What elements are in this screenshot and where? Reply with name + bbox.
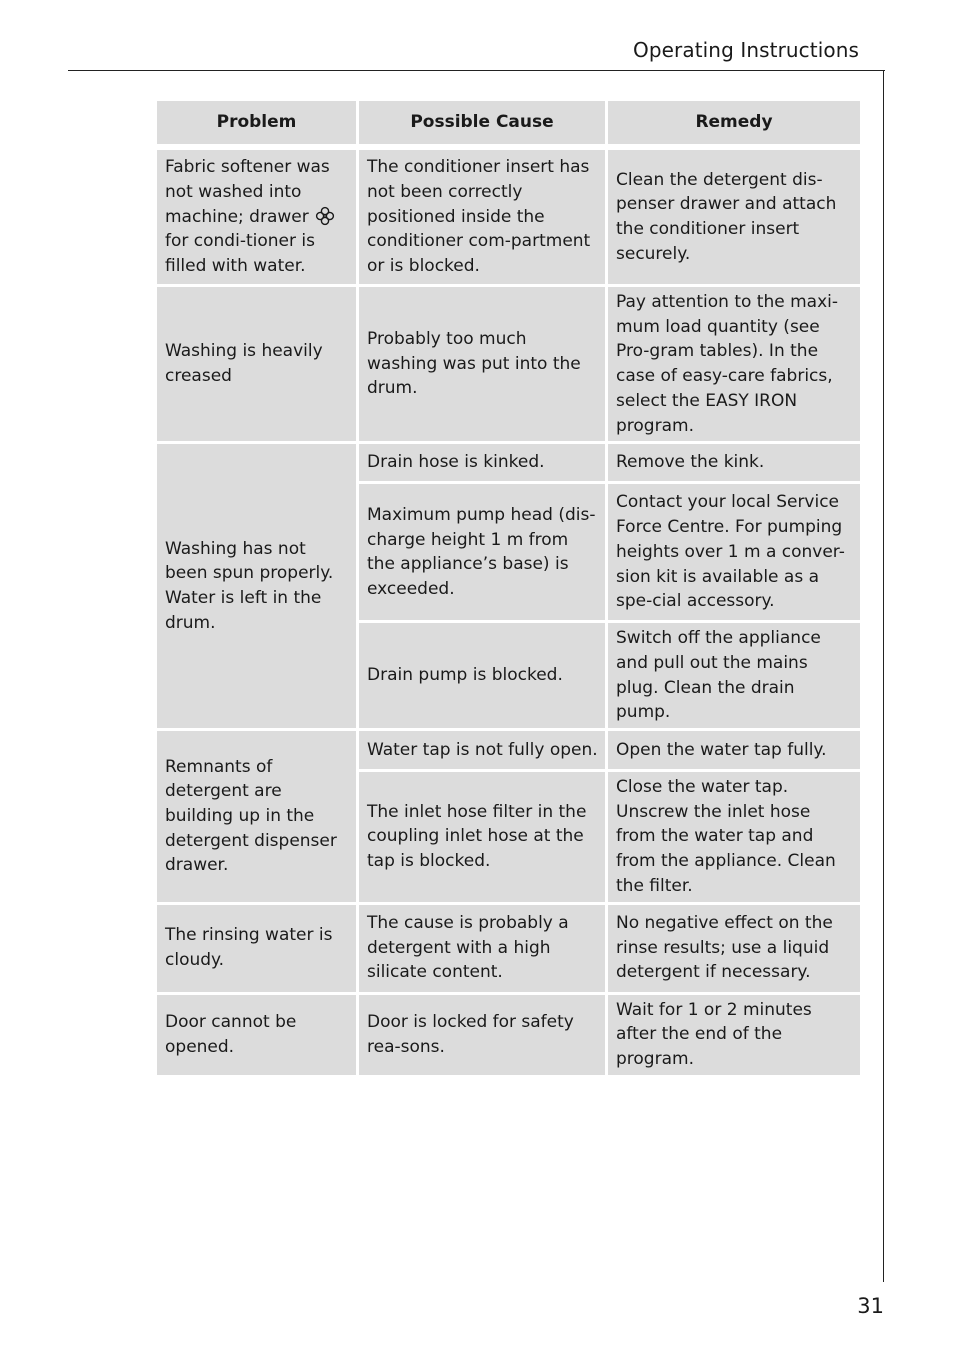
cause-cell: Drain pump is blocked. — [359, 623, 608, 731]
problem-cell: Remnants of detergent are building up in the detergent dispenser drawer. — [157, 731, 359, 905]
column-header-remedy: Remedy — [608, 101, 860, 150]
table-row — [157, 995, 860, 1078]
table-header-row — [157, 101, 860, 150]
remedy-cell: Wait for 1 or 2 minutes after the end of the program. — [608, 995, 860, 1078]
problem-cell: Washing is heavily creased — [157, 287, 359, 444]
side-rule — [883, 70, 884, 1282]
cause-cell: Maximum pump head (dis-charge height 1 m from the appliance’s base) is exceeded. — [359, 484, 608, 623]
header-rule — [68, 70, 885, 71]
cause-cell: Water tap is not fully open. — [359, 731, 608, 772]
problem-cell — [157, 150, 359, 287]
problem-cell: Door cannot be opened. — [157, 995, 359, 1078]
remedy-cell: Clean the detergent dis-penser drawer and attach the conditioner insert securely. — [608, 150, 860, 287]
remedy-cell: Contact your local Service Force Centre. For pumping heights over 1 m a conver-sion kit is available as a spe-cial accessory. — [608, 484, 860, 623]
table-row — [157, 905, 860, 995]
remedy-cell: Switch off the appliance and pull out the mains plug. Clean the drain pump. — [608, 623, 860, 731]
cause-cell: The cause is probably a detergent with a high silicate content. — [359, 905, 608, 995]
remedy-cell: Open the water tap fully. — [608, 731, 860, 772]
column-header-possible-cause: Possible Cause — [359, 101, 608, 150]
column-header-problem: Problem — [157, 101, 359, 150]
cause-cell: Probably too much washing was put into the drum. — [359, 287, 608, 444]
problem-text: Fabric softener was not washed into machine; drawer — [165, 157, 330, 227]
page-number: 31 — [857, 1294, 884, 1318]
troubleshooting-table — [157, 101, 860, 1078]
remedy-cell: Pay attention to the maxi-mum load quantity (see Pro-gram tables). In the case of easy-care fabrics, select the EASY IRON program. — [608, 287, 860, 444]
cause-cell: Drain hose is kinked. — [359, 444, 608, 484]
table-row — [157, 731, 860, 772]
cause-cell: Door is locked for safety rea-sons. — [359, 995, 608, 1078]
page-header-title: Operating Instructions — [632, 38, 859, 62]
remedy-cell: Remove the kink. — [608, 444, 860, 484]
remedy-cell: No negative effect on the rinse results; use a liquid detergent if necessary. — [608, 905, 860, 995]
problem-cell: Washing has not been spun properly. Water is left in the drum. — [157, 444, 359, 731]
problem-cell: The rinsing water is cloudy. — [157, 905, 359, 995]
table-row — [157, 444, 860, 484]
flower-symbol-icon — [315, 206, 335, 226]
remedy-cell: Close the water tap. Unscrew the inlet hose from the water tap and from the appliance. Clean the filter. — [608, 772, 860, 905]
cause-cell: The conditioner insert has not been correctly positioned inside the conditioner com-partment or is blocked. — [359, 150, 608, 287]
problem-text-continued: for condi-tioner is filled with water. — [165, 231, 315, 277]
table-row — [157, 150, 860, 287]
table-row — [157, 287, 860, 444]
cause-cell: The inlet hose filter in the coupling inlet hose at the tap is blocked. — [359, 772, 608, 905]
